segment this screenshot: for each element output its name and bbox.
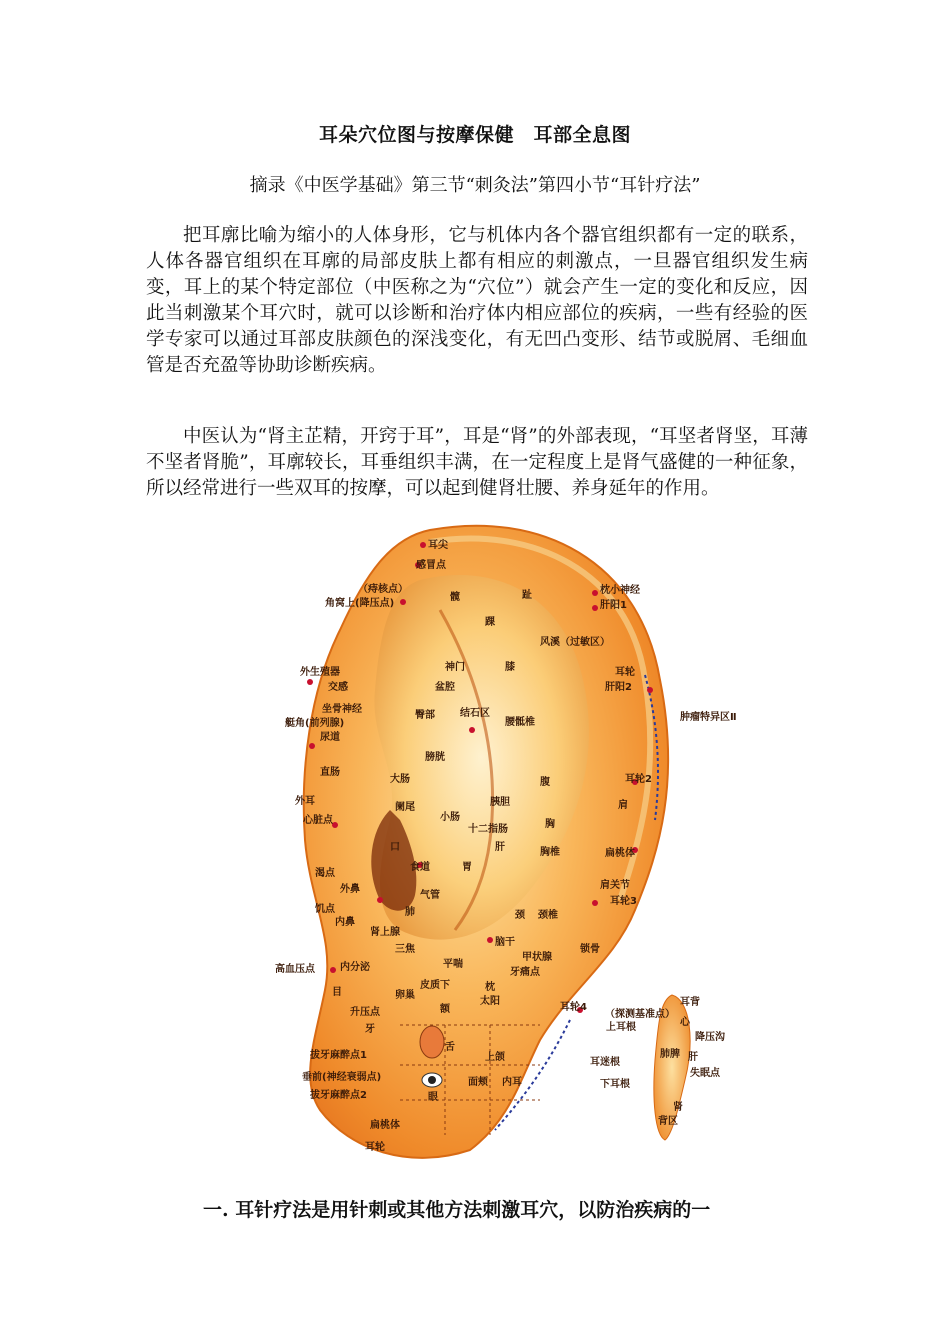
label-helix-low: 耳轮 [365,1142,385,1153]
label-ear-tip: 耳尖 [428,540,448,551]
label-large-int: 大肠 [390,774,410,785]
label-lumbar: 腰骶椎 [505,717,535,728]
label-prostate: 艇角(前列腺) [285,718,345,729]
label-ear-back: 耳背 [680,997,700,1008]
label-rectum: 直肠 [320,767,340,778]
label-lung-back: 肺 [660,1049,670,1060]
label-neurasthenia: 垂前(神经衰弱点) [302,1072,382,1083]
label-upper-fossa: 角窝上(降压点) [325,598,395,609]
label-knee: 膝 [505,662,515,673]
label-liver-back: 肝 [688,1052,698,1063]
label-tumor-zone: 肿瘤特异区Ⅱ [680,712,737,723]
label-occipital-nerve: 枕小神经 [600,585,640,596]
label-toothache: 牙痛点 [510,967,540,978]
ear-illustration [240,520,760,1160]
label-small-int: 小肠 [440,812,460,823]
label-inner-nose: 内鼻 [335,917,355,928]
label-wind: 风溪（过敏区） [540,637,610,648]
label-neck: 颈 [515,910,525,921]
label-cheek: 面颊 [468,1077,488,1088]
label-cervical: 颈椎 [538,910,558,921]
section-heading: 一. 耳针疗法是用针刺或其他方法刺激耳穴，以防治疾病的一 [203,1199,711,1221]
label-hip-joint: 臀部 [415,710,435,721]
label-stones: 结石区 [460,708,490,719]
label-clavicle: 锁骨 [580,944,600,955]
label-inner-ear: 内耳 [502,1077,522,1088]
label-hip: 髋 [450,592,460,603]
label-tonsil: 扁桃体 [605,848,635,859]
label-insomnia: 失眠点 [690,1068,720,1079]
label-tooth: 牙 [365,1024,375,1035]
label-neck-end: 枕 [485,982,495,993]
label-liver-yang2: 肝阳2 [605,682,632,693]
label-duodenum: 十二指肠 [468,824,508,835]
doc-subtitle: 摘录《中医学基础》第三节“刺灸法”第四小节“耳针疗法” [249,175,701,196]
label-sciatic: 坐骨神经 [322,704,362,715]
label-shenmen: 神门 [445,662,465,673]
label-lung: 肺 [405,907,415,918]
label-mouth: 口 [390,842,400,853]
label-cold: 感冒点 [416,560,446,571]
label-thoracic: 胸椎 [540,847,560,858]
label-bp-groove: 降压沟 [695,1032,725,1043]
label-thirst: 渴点 [315,868,335,879]
paragraph-2: 中医认为“肾主芷精，开窍于耳”，耳是“肾”的外部表现，“耳坚者肾坚，耳薄不坚者肾脆”，耳廓较长，耳垂组织丰满，在一定程度上是肾气盛健的一种征象，所以经常进行一些双耳的按摩，可以起到健肾壮腰、养身延年的作用。 [146,426,808,499]
eye-pupil [428,1076,436,1084]
ear-acupoint-figure [240,520,760,1160]
label-ext-nose: 外鼻 [340,884,360,895]
label-vagus: 耳迷根 [590,1057,620,1068]
label-helix3: 耳轮3 [610,896,637,907]
label-tonsil-low: 扁桃体 [370,1120,400,1131]
label-urethra: 尿道 [320,732,340,743]
label-low-root: 下耳根 [600,1079,630,1090]
label-outer-ear: 外耳 [295,796,315,807]
label-kidney-back: 肾 [673,1102,683,1113]
label-spleen-back: 脾 [670,1049,680,1060]
label-temple: 太阳 [480,996,500,1007]
label-esophagus: 食道 [410,862,430,873]
label-anesthesia2: 拔牙麻醉点2 [310,1090,367,1101]
label-ovary: 卵巢 [395,990,415,1001]
label-helix: 耳轮 [615,667,635,678]
doc-title: 耳朵穴位图与按摩保健 耳部全息图 [318,124,631,146]
label-chest: 胸 [545,819,555,830]
label-eye: 目 [332,987,342,998]
label-pancreas: 胰胆 [490,797,510,808]
paragraph-1: 把耳廓比喻为缩小的人体身形，它与机体内各个器官组织都有一定的联系，人体各器官组织在耳廓的局部皮肤上都有相应的刺激点，一旦器官组织发生病变，耳上的某个特定部位（中医称之为“穴位”）就会产生一定的变化和反应，因此当刺激某个耳穴时，就可以诊断和治疗体内相应部位的疾病，一些有经验的医学专家可以通过耳部皮肤颜色的深浅变化，有无凹凸变形、结节或脱屑、毛细血管是否充盈等协助诊断疾病。 [146,225,808,376]
label-abdomen: 腹 [540,777,550,788]
label-bladder: 膀胱 [425,752,445,763]
label-shoulder: 肩 [618,800,628,811]
label-back-zone: 背区 [658,1116,678,1127]
label-stomach: 胃 [462,862,472,873]
label-helix2: 耳轮2 [625,774,652,785]
label-trachea: 气管 [420,890,440,901]
label-up-root: 上耳根 [606,1022,636,1033]
label-shoulder-joint: 肩关节 [600,880,630,891]
label-ext-genital: 外生殖器 [300,667,340,678]
label-pelvis: 盆腔 [435,682,455,693]
label-ankle: 踝 [485,617,495,628]
label-jaw-up: 上颌 [485,1052,505,1063]
label-ext-eye: 眼 [428,1092,438,1103]
label-sympathetic: 交感 [328,682,348,693]
label-raise-bp: 升压点 [350,1007,380,1018]
label-liver: 肝 [495,842,505,853]
label-forehead: 额 [440,1004,450,1015]
label-heart-pt: 心脏点 [303,815,333,826]
label-toe: 趾 [522,590,532,601]
label-kidney-up: 肾上腺 [370,927,400,938]
label-endocrine: 内分泌 [340,962,370,973]
label-helix4: 耳轮4 [560,1002,587,1013]
label-thyroid: 甲状腺 [522,952,552,963]
label-anesthesia1: 拔牙麻醉点1 [310,1050,367,1061]
lobe-feature-tongue [420,1026,444,1058]
label-hunger: 饥点 [315,904,335,915]
label-high-bp: 高血压点 [275,964,315,975]
label-hemorrhoid: （痔核点） [358,584,408,595]
label-triple: 三焦 [395,944,415,955]
label-tongue: 舌 [445,1042,455,1053]
label-ref-pt: （探测基准点） [605,1009,675,1020]
label-asthma: 平喘 [443,959,463,970]
label-liver-yang1: 肝阳1 [600,600,627,611]
label-appendix: 阑尾 [395,802,415,813]
label-brain: 脑干 [495,937,515,948]
label-subcortex: 皮质下 [420,980,450,991]
label-heart-back: 心 [680,1017,690,1028]
